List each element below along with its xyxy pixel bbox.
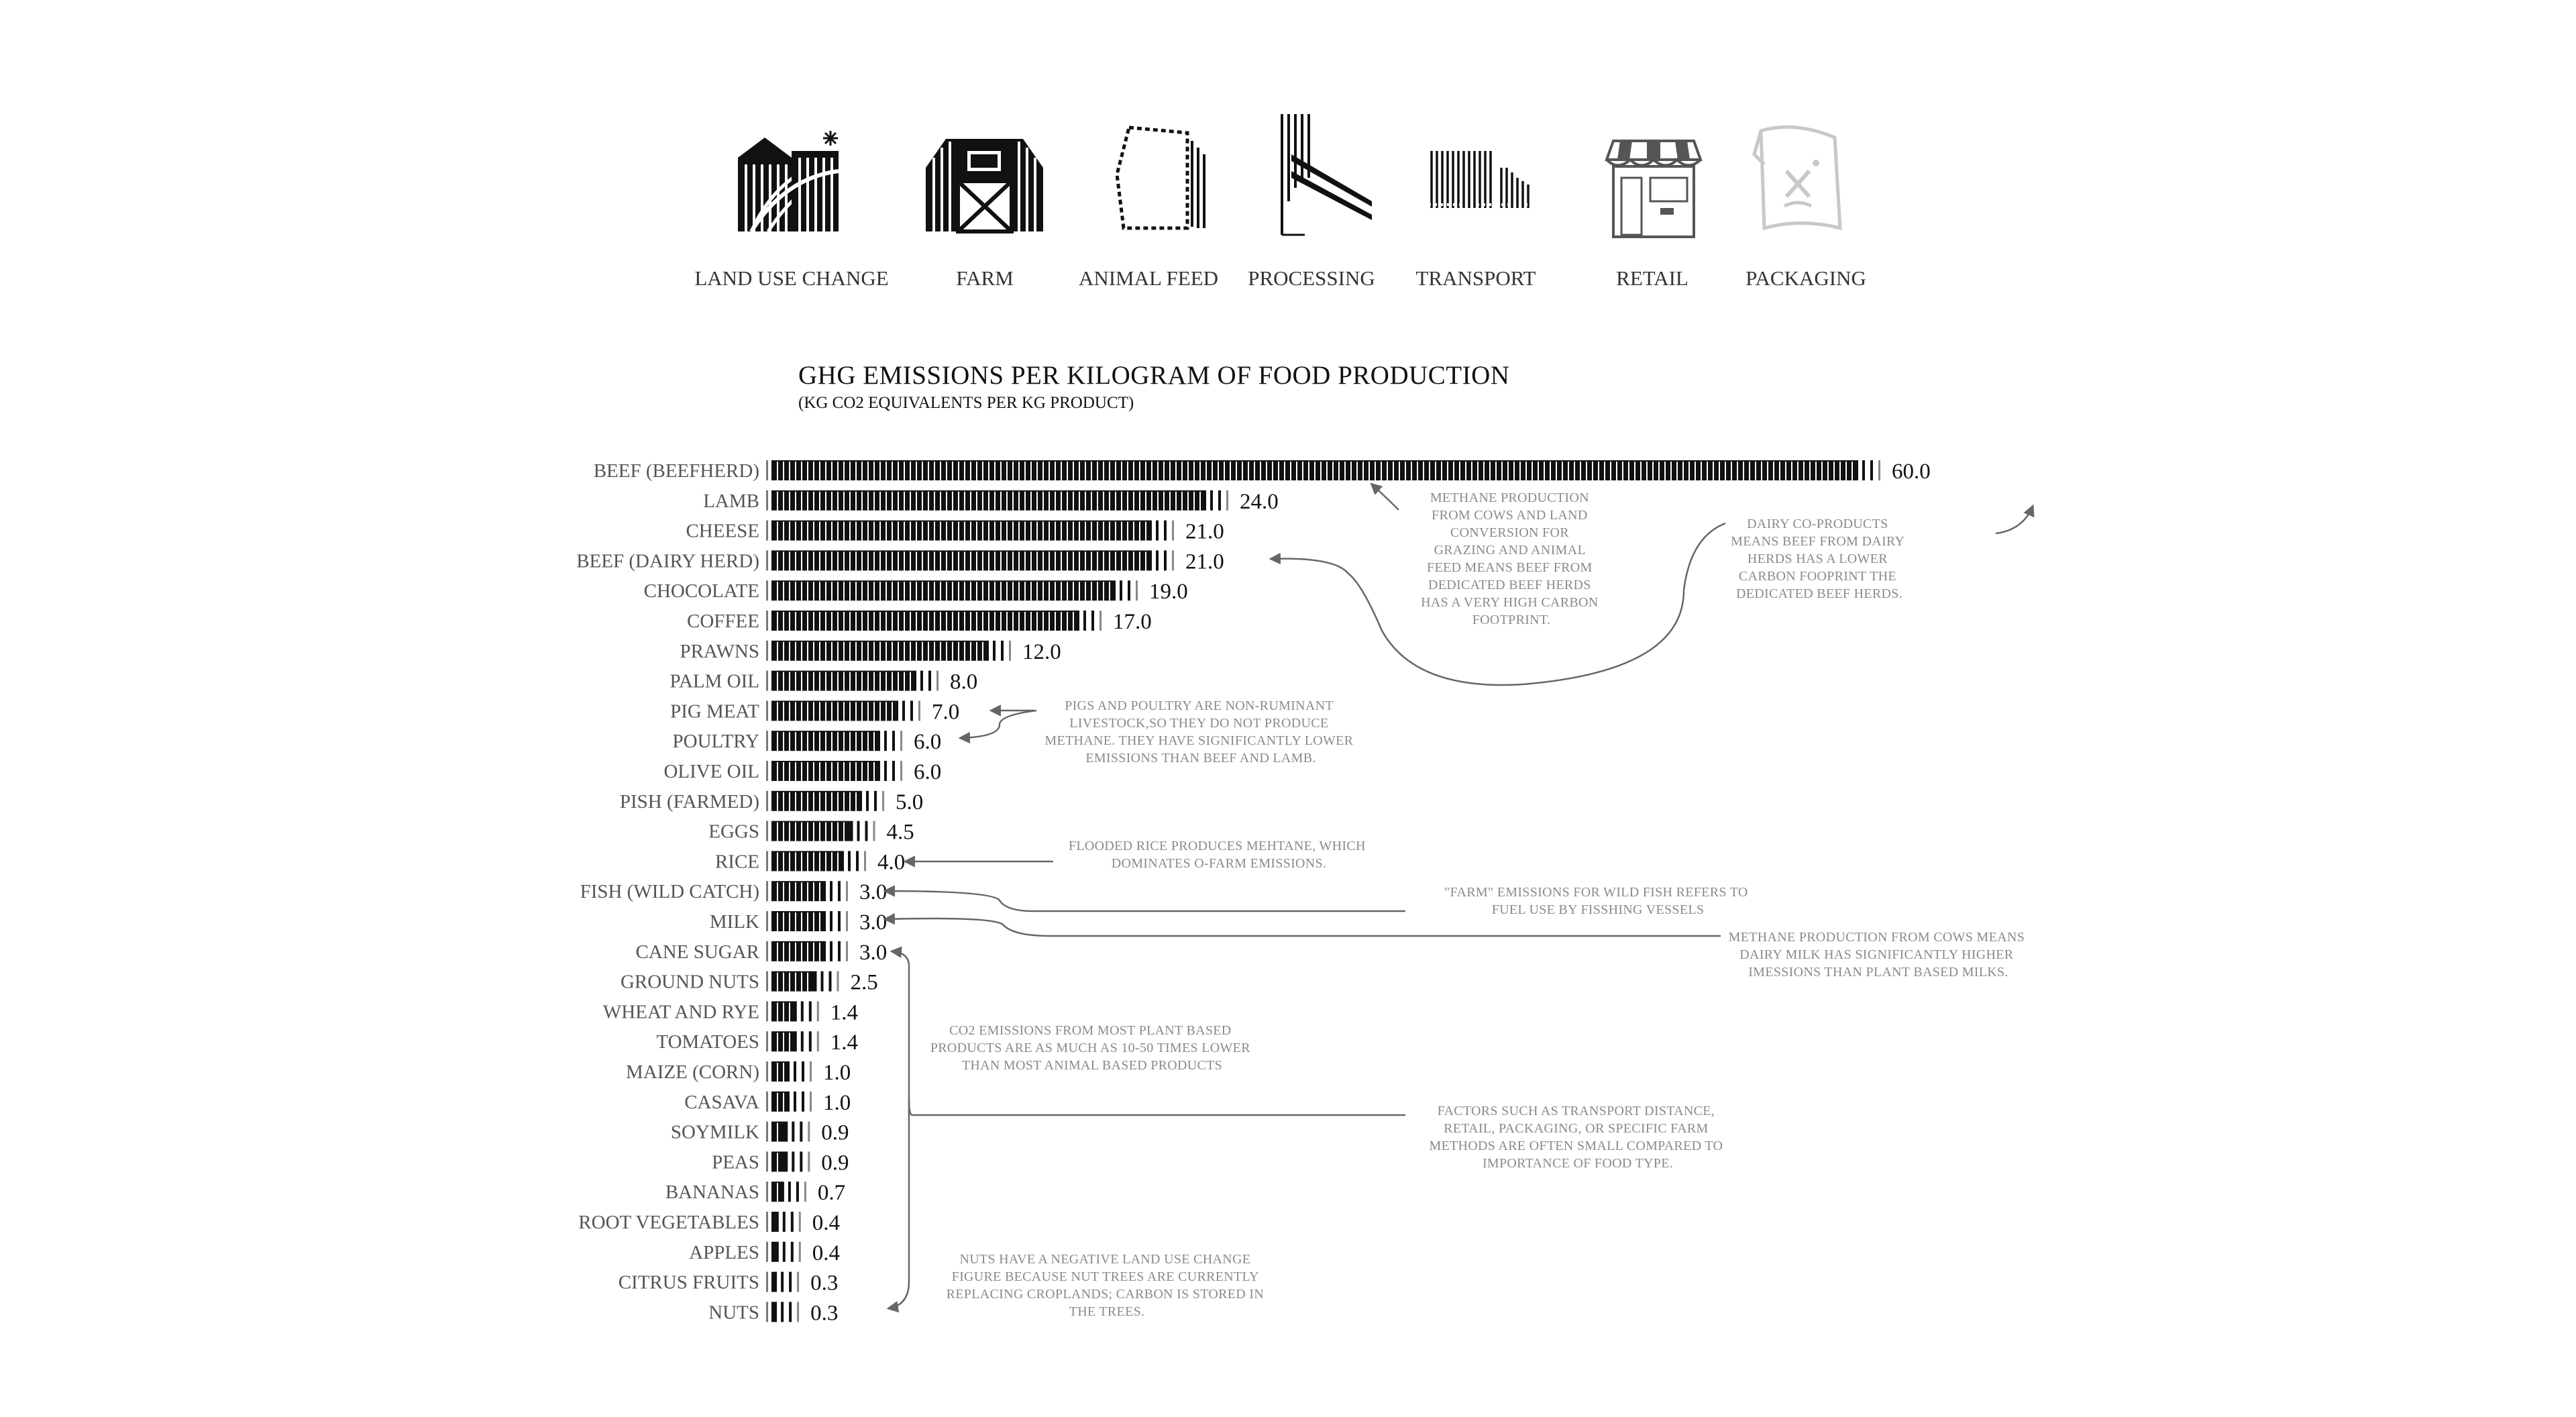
category-label-tomatoes: TOMATOES: [656, 1031, 759, 1053]
processing-icon: [1282, 114, 1372, 235]
category-label-wheat-and-rye: WHEAT AND RYE: [602, 1001, 759, 1023]
bar-coffee: [766, 611, 1102, 631]
bar-beef-dairy-herd: [766, 550, 1174, 570]
bar-prawns: [766, 641, 1011, 661]
value-label-prawns: 12.0: [1022, 639, 1061, 664]
category-label-poultry: POULTRY: [672, 731, 759, 753]
leader-milk: [885, 919, 1721, 936]
stage-label-land-use-change: LAND USE CHANGE: [694, 266, 889, 290]
bar-eggs: [766, 821, 875, 841]
note-nuts: NUTS HAVE A NEGATIVE LAND USE CHANGE FIGURE BECAUSE NUT TREES ARE CURRENTLY REPLACING CROPLANDS; CARBON IS STORED IN THE TREES.: [946, 1252, 1265, 1319]
value-label-olive-oil: 6.0: [914, 760, 942, 784]
packaging-bag-icon: [1754, 127, 1840, 228]
note-rice: FLOODED RICE PRODUCES MEHTANE, WHICH DOMINATES O-FARM EMISSIONS.: [1068, 839, 1366, 871]
value-label-soymilk: 0.9: [821, 1120, 849, 1145]
value-label-chocolate: 19.0: [1149, 580, 1188, 605]
category-label-chocolate: CHOCOLATE: [643, 580, 759, 602]
category-label-olive-oil: OLIVE OIL: [663, 761, 759, 782]
value-label-maize-corn: 1.0: [823, 1061, 851, 1085]
value-label-lamb: 24.0: [1240, 489, 1279, 514]
bar-ground-nuts: [766, 972, 839, 992]
storefront-icon: [1607, 141, 1701, 237]
category-label-fish-wild-catch: FISH (WILD CATCH): [580, 881, 759, 903]
note-milk: METHANE PRODUCTION FROM COWS MEANS DAIRY MILK HAS SIGNIFICANTLY HIGHER IMESSIONS THAN PLANT BASED MILKS.: [1728, 930, 2025, 980]
stage-label-processing: PROCESSING: [1248, 266, 1375, 290]
leader-poultry: [961, 711, 1036, 738]
category-label-cane-sugar: CANE SUGAR: [635, 941, 759, 963]
bar-casava: [766, 1092, 812, 1112]
value-label-root-vegetables: 0.4: [812, 1211, 841, 1235]
leader-wild-fish: [885, 891, 1405, 911]
category-label-casava: CASAVA: [684, 1091, 759, 1113]
value-label-ground-nuts: 2.5: [850, 970, 878, 995]
value-label-tomatoes: 1.4: [830, 1031, 859, 1055]
stage-legend: [694, 114, 1866, 290]
value-label-rice: 4.0: [877, 850, 906, 875]
category-label-pig-meat: PIG MEAT: [670, 700, 759, 723]
stage-label-packaging: PACKAGING: [1746, 266, 1866, 290]
bar-root-vegetables: [766, 1212, 801, 1232]
note-pigs-poultry: PIGS AND POULTRY ARE NON-RUMINANT LIVESTOCK,SO THEY DO NOT PRODUCE METHANE. THEY HAVE SIGNIFICANTLY LOWER EMISSIONS THAN BEEF AND LAMB.: [1044, 698, 1354, 766]
bar-lamb: [766, 490, 1228, 511]
stage-label-farm: FARM: [956, 266, 1014, 290]
value-label-milk: 3.0: [859, 910, 888, 935]
value-label-citrus-fruits: 0.3: [810, 1271, 839, 1296]
stage-label-retail: RETAIL: [1616, 266, 1688, 290]
value-label-cheese: 21.0: [1185, 519, 1224, 544]
category-label-root-vegetables: ROOT VEGETABLES: [578, 1212, 759, 1233]
leader-beef-total: [1996, 507, 2033, 533]
value-label-pig-meat: 7.0: [932, 700, 960, 725]
category-label-rice: RICE: [714, 851, 759, 873]
note-plant-based: CO2 EMISSIONS FROM MOST PLANT BASED PRODUCTS ARE AS MUCH AS 10-50 TIMES LOWER THAN MOST ANIMAL BASED PRODUCTS: [930, 1023, 1250, 1073]
value-label-fish-wild-catch: 3.0: [859, 880, 888, 905]
category-label-prawns: PRAWNS: [680, 640, 759, 662]
value-label-eggs: 4.5: [886, 820, 914, 845]
value-label-nuts: 0.3: [810, 1301, 839, 1326]
bar-pig-meat: [766, 700, 920, 721]
category-label-lamb: LAMB: [703, 490, 759, 512]
value-label-cane-sugar: 3.0: [859, 940, 888, 965]
value-label-bananas: 0.7: [817, 1181, 846, 1206]
transport-truck-icon: [1429, 151, 1531, 208]
bar-tomatoes: [766, 1031, 819, 1051]
value-label-poultry: 6.0: [914, 730, 942, 755]
value-label-apples: 0.4: [812, 1241, 841, 1265]
leader-nuts: [889, 1100, 909, 1308]
category-label-peas: PEAS: [712, 1151, 759, 1173]
bar-apples: [766, 1242, 801, 1262]
bar-fish-wild-catch: [766, 881, 848, 901]
chart-subtitle: (KG CO2 EQUIVALENTS PER KG PRODUCT): [798, 394, 1134, 412]
note-dairy-coproducts: DAIRY CO-PRODUCTS MEANS BEEF FROM DAIRY HERDS HAS A LOWER CARBON FOOPRINT THE DEDICATED BEEF HERDS.: [1731, 517, 1904, 601]
bar-pish-farmed: [766, 791, 884, 811]
bar-peas: [766, 1151, 810, 1171]
category-label-beef-dairy-herd: BEEF (DAIRY HERD): [576, 550, 759, 572]
category-label-nuts: NUTS: [708, 1302, 759, 1324]
value-label-beef-dairy-herd: 21.0: [1185, 549, 1224, 574]
bar-cheese: [766, 521, 1174, 541]
leader-beef: [1372, 484, 1399, 510]
value-label-peas: 0.9: [821, 1151, 849, 1175]
category-label-milk: MILK: [709, 911, 759, 933]
bar-maize-corn: [766, 1061, 812, 1082]
category-label-citrus-fruits: CITRUS FRUITS: [618, 1271, 759, 1294]
category-label-pish-farmed: PISH (FARMED): [619, 790, 759, 812]
value-label-coffee: 17.0: [1113, 610, 1152, 634]
bar-chocolate: [766, 580, 1138, 600]
value-label-palm-oil: 8.0: [950, 670, 978, 694]
note-transport-factors: FACTORS SUCH AS TRANSPORT DISTANCE, RETAIL, PACKAGING, OR SPECIFIC FARM METHODS ARE OFTEN SMALL COMPARED TO IMPORTANCE OF FOOD TYPE.: [1429, 1104, 1723, 1171]
bar-wheat-and-rye: [766, 1001, 819, 1021]
bar-soymilk: [766, 1122, 810, 1142]
stage-label-transport: TRANSPORT: [1415, 266, 1536, 290]
value-label-casava: 1.0: [823, 1090, 851, 1115]
bar-poultry: [766, 731, 902, 751]
bar-milk: [766, 911, 848, 931]
category-label-cheese: CHEESE: [686, 520, 759, 542]
category-label-coffee: COFFEE: [687, 611, 759, 632]
bar-bananas: [766, 1182, 806, 1202]
category-label-beef-beefherd: BEEF (BEEFHERD): [593, 460, 759, 482]
bar-citrus-fruits: [766, 1272, 799, 1292]
note-beef-methane: METHANE PRODUCTION FROM COWS AND LAND CONVERSION FOR GRAZING AND ANIMAL FEED MEANS BEEF FROM DEDICATED BEEF HERDS HAS A VERY HIGH CARBON FOOTPRINT.: [1421, 490, 1599, 627]
value-label-pish-farmed: 5.0: [896, 790, 924, 815]
bar-beef-beefherd: [766, 460, 1880, 480]
category-label-eggs: EGGS: [708, 821, 759, 843]
category-label-maize-corn: MAIZE (CORN): [626, 1061, 759, 1083]
category-label-apples: APPLES: [689, 1241, 759, 1263]
value-label-beef-beefherd: 60.0: [1892, 460, 1931, 484]
bar-rice: [766, 851, 866, 871]
category-label-ground-nuts: GROUND NUTS: [620, 971, 759, 993]
bar-nuts: [766, 1302, 799, 1322]
feed-bag-icon: [1117, 127, 1204, 228]
barn-icon: [926, 139, 1043, 231]
stage-label-animal-feed: ANIMAL FEED: [1078, 266, 1219, 290]
bar-cane-sugar: [766, 941, 848, 961]
category-label-palm-oil: PALM OIL: [669, 670, 759, 692]
bar-olive-oil: [766, 761, 902, 781]
land-use-change-icon: [738, 131, 839, 231]
chart-title: GHG EMISSIONS PER KILOGRAM OF FOOD PRODUCTION: [798, 361, 1510, 390]
note-wild-fish: "FARM" EMISSIONS FOR WILD FISH REFERS TO FUEL USE BY FISSHING VESSELS: [1444, 885, 1748, 917]
bar-palm-oil: [766, 671, 938, 691]
value-label-wheat-and-rye: 1.4: [830, 1000, 859, 1025]
category-label-soymilk: SOYMILK: [670, 1121, 759, 1143]
category-label-bananas: BANANAS: [665, 1182, 759, 1204]
